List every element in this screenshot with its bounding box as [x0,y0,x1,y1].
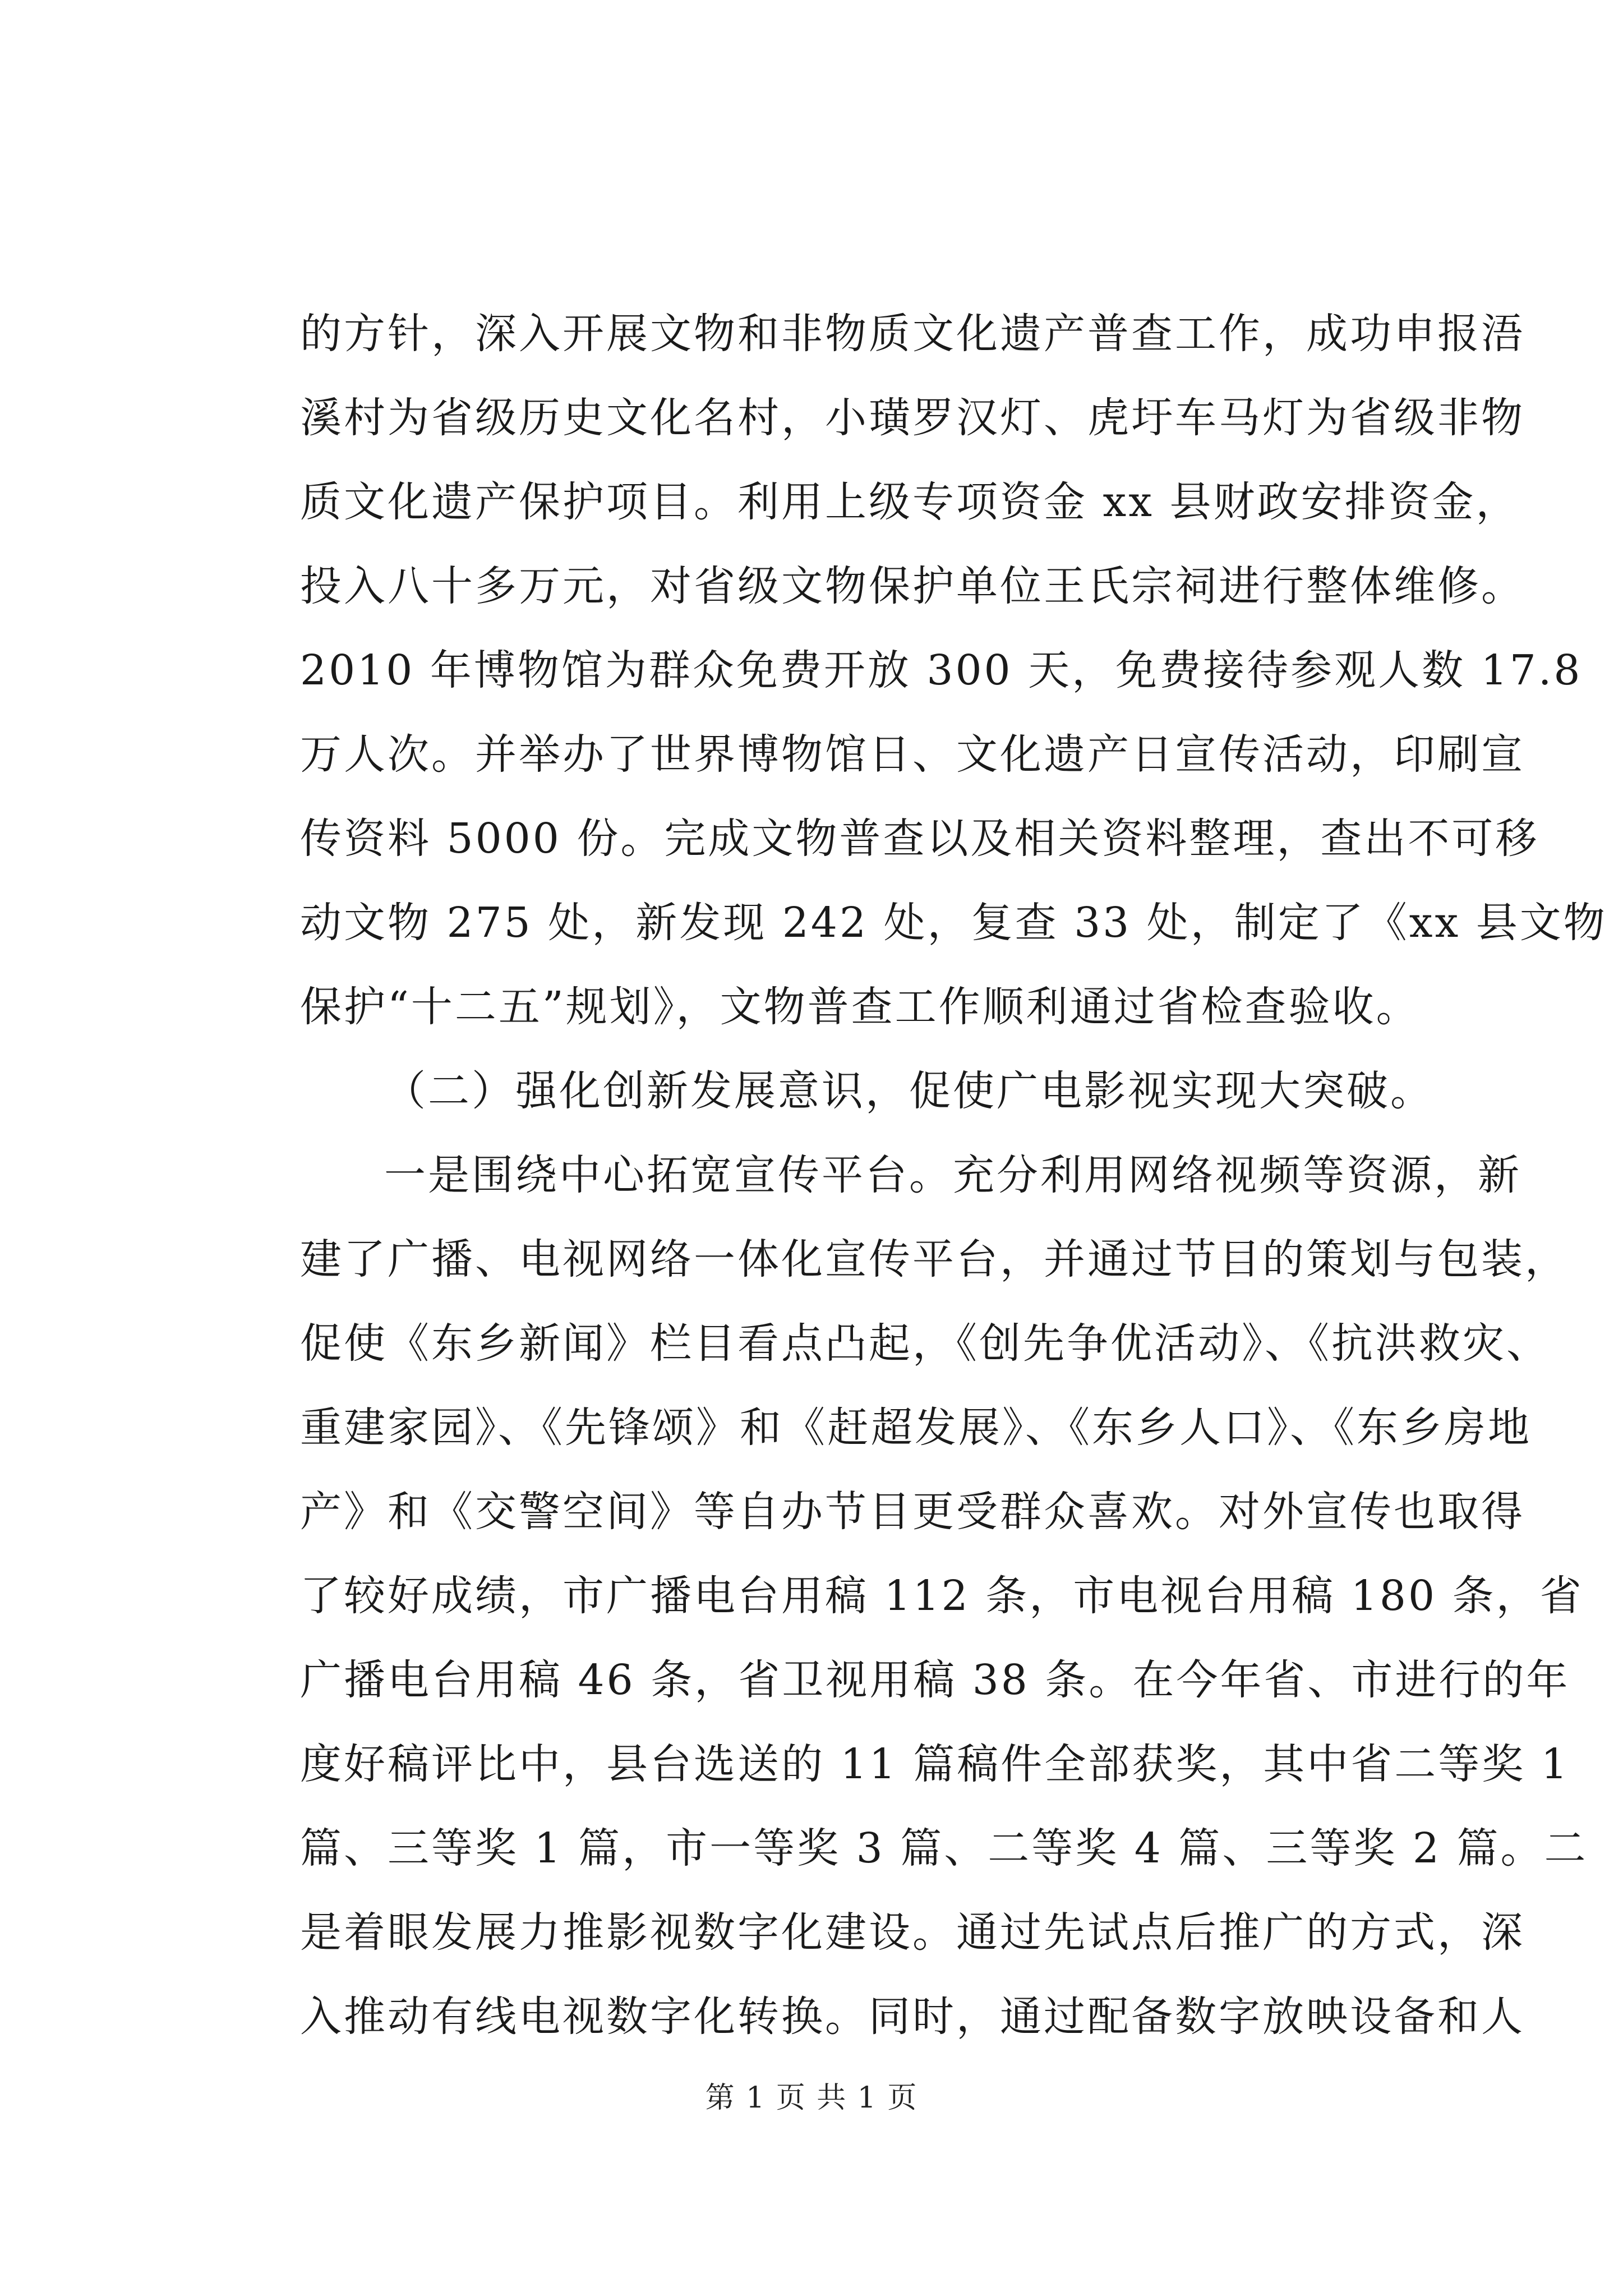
text-line: 度好稿评比中，县台选送的 11 篇稿件全部获奖，其中省二等奖 1 [300,1740,1570,1788]
text-line: 建了广播、电视网络一体化宣传平台，并通过节目的策划与包装， [300,1235,1569,1283]
text-line: 入推动有线电视数字化转换。同时，通过配备数字放映设备和人 [300,1993,1525,2041]
page-number-footer: 第 1 页 共 1 页 [705,2081,918,2115]
text-line: 保护“十二五”规划》，文物普查工作顺利通过省检查验收。 [300,983,1420,1031]
text-line: 质文化遗产保护项目。利用上级专项资金 xx 县财政安排资金， [300,478,1520,526]
text-line: 传资料 5000 份。完成文物普查以及相关资料整理，查出不可移 [300,815,1539,863]
text-line: 的方针，深入开展文物和非物质文化遗产普查工作，成功申报浯 [300,310,1525,358]
text-line: 产》和《交警空间》等自办节目更受群众喜欢。对外宣传也取得 [300,1488,1525,1536]
text-line: 重建家园》、《先锋颂》和《赶超发展》、《东乡人口》、《东乡房地 [300,1404,1532,1452]
text-line: 了较好成绩，市广播电台用稿 112 条，市电视台用稿 180 条，省 [300,1572,1584,1620]
text-line: 投入八十多万元，对省级文物保护单位王氏宗祠进行整体维修。 [300,562,1525,610]
text-line: 万人次。并举办了世界博物馆日、文化遗产日宣传活动，印刷宣 [300,730,1525,779]
text-line: 篇、三等奖 1 篇，市一等奖 3 篇、二等奖 4 篇、三等奖 2 篇。二 [300,1824,1588,1872]
text-line: 一是围绕中心拓宽宣传平台。充分利用网络视频等资源，新 [384,1151,1521,1199]
document-body [300,292,1607,2059]
text-line: 溪村为省级历史文化名村，小璜罗汉灯、虎圩车马灯为省级非物 [300,394,1525,442]
text-line: 促使《东乡新闻》栏目看点凸起，《创先争优活动》、《抗洪救灾、 [300,1319,1550,1368]
text-line: 是着眼发展力推影视数字化建设。通过先试点后推广的方式，深 [300,1908,1525,1957]
text-line: 2010 年博物馆为群众免费开放 300 天，免费接待参观人数 17.8 [300,646,1583,694]
section-heading: （二）强化创新发展意识，促使广电影视实现大突破。 [384,1067,1434,1115]
text-line: 广播电台用稿 46 条，省卫视用稿 38 条。在今年省、市进行的年 [300,1656,1570,1704]
text-line: 动文物 275 处，新发现 242 处，复查 33 处，制定了《xx 县文物 [300,899,1607,947]
